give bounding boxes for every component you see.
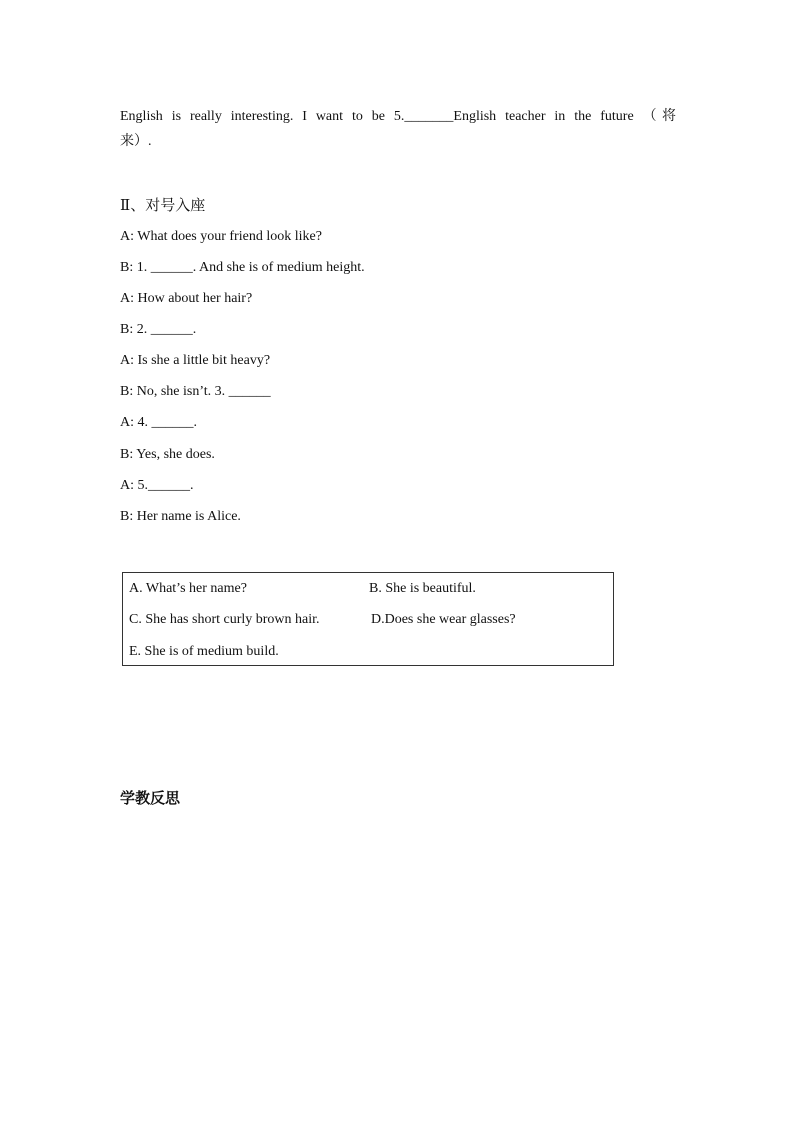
dialogue-line-5: A: Is she a little bit heavy? [120,353,271,368]
option-d: D.Does she wear glasses? [371,612,516,627]
dialogue-line-1: A: What does your friend look like? [120,229,322,244]
option-e: E. She is of medium build. [129,644,279,659]
dialogue-line-9: A: 5.______. [120,478,194,493]
passage-line-2: 来）. [120,134,152,149]
section-heading: Ⅱ、对号入座 [120,198,206,214]
option-a: A. What’s her name? [129,581,247,596]
dialogue-line-10: B: Her name is Alice. [120,509,241,524]
dialogue-line-3: A: How about her hair? [120,291,253,306]
dialogue-line-7: A: 4. ______. [120,415,197,430]
dialogue-line-2: B: 1. ______. And she is of medium height. [120,260,365,275]
option-b: B. She is beautiful. [369,581,476,596]
dialogue-line-4: B: 2. ______. [120,322,197,337]
options-box [122,572,614,666]
dialogue-line-8: B: Yes, she does. [120,447,215,462]
passage-line-1: English is really interesting. I want to be 5._______English teacher in the future （将 [120,109,676,124]
option-c: C. She has short curly brown hair. [129,612,320,627]
dialogue-line-6: B: No, she isn’t. 3. ______ [120,384,271,399]
reflection-heading: 学教反思 [120,791,181,807]
